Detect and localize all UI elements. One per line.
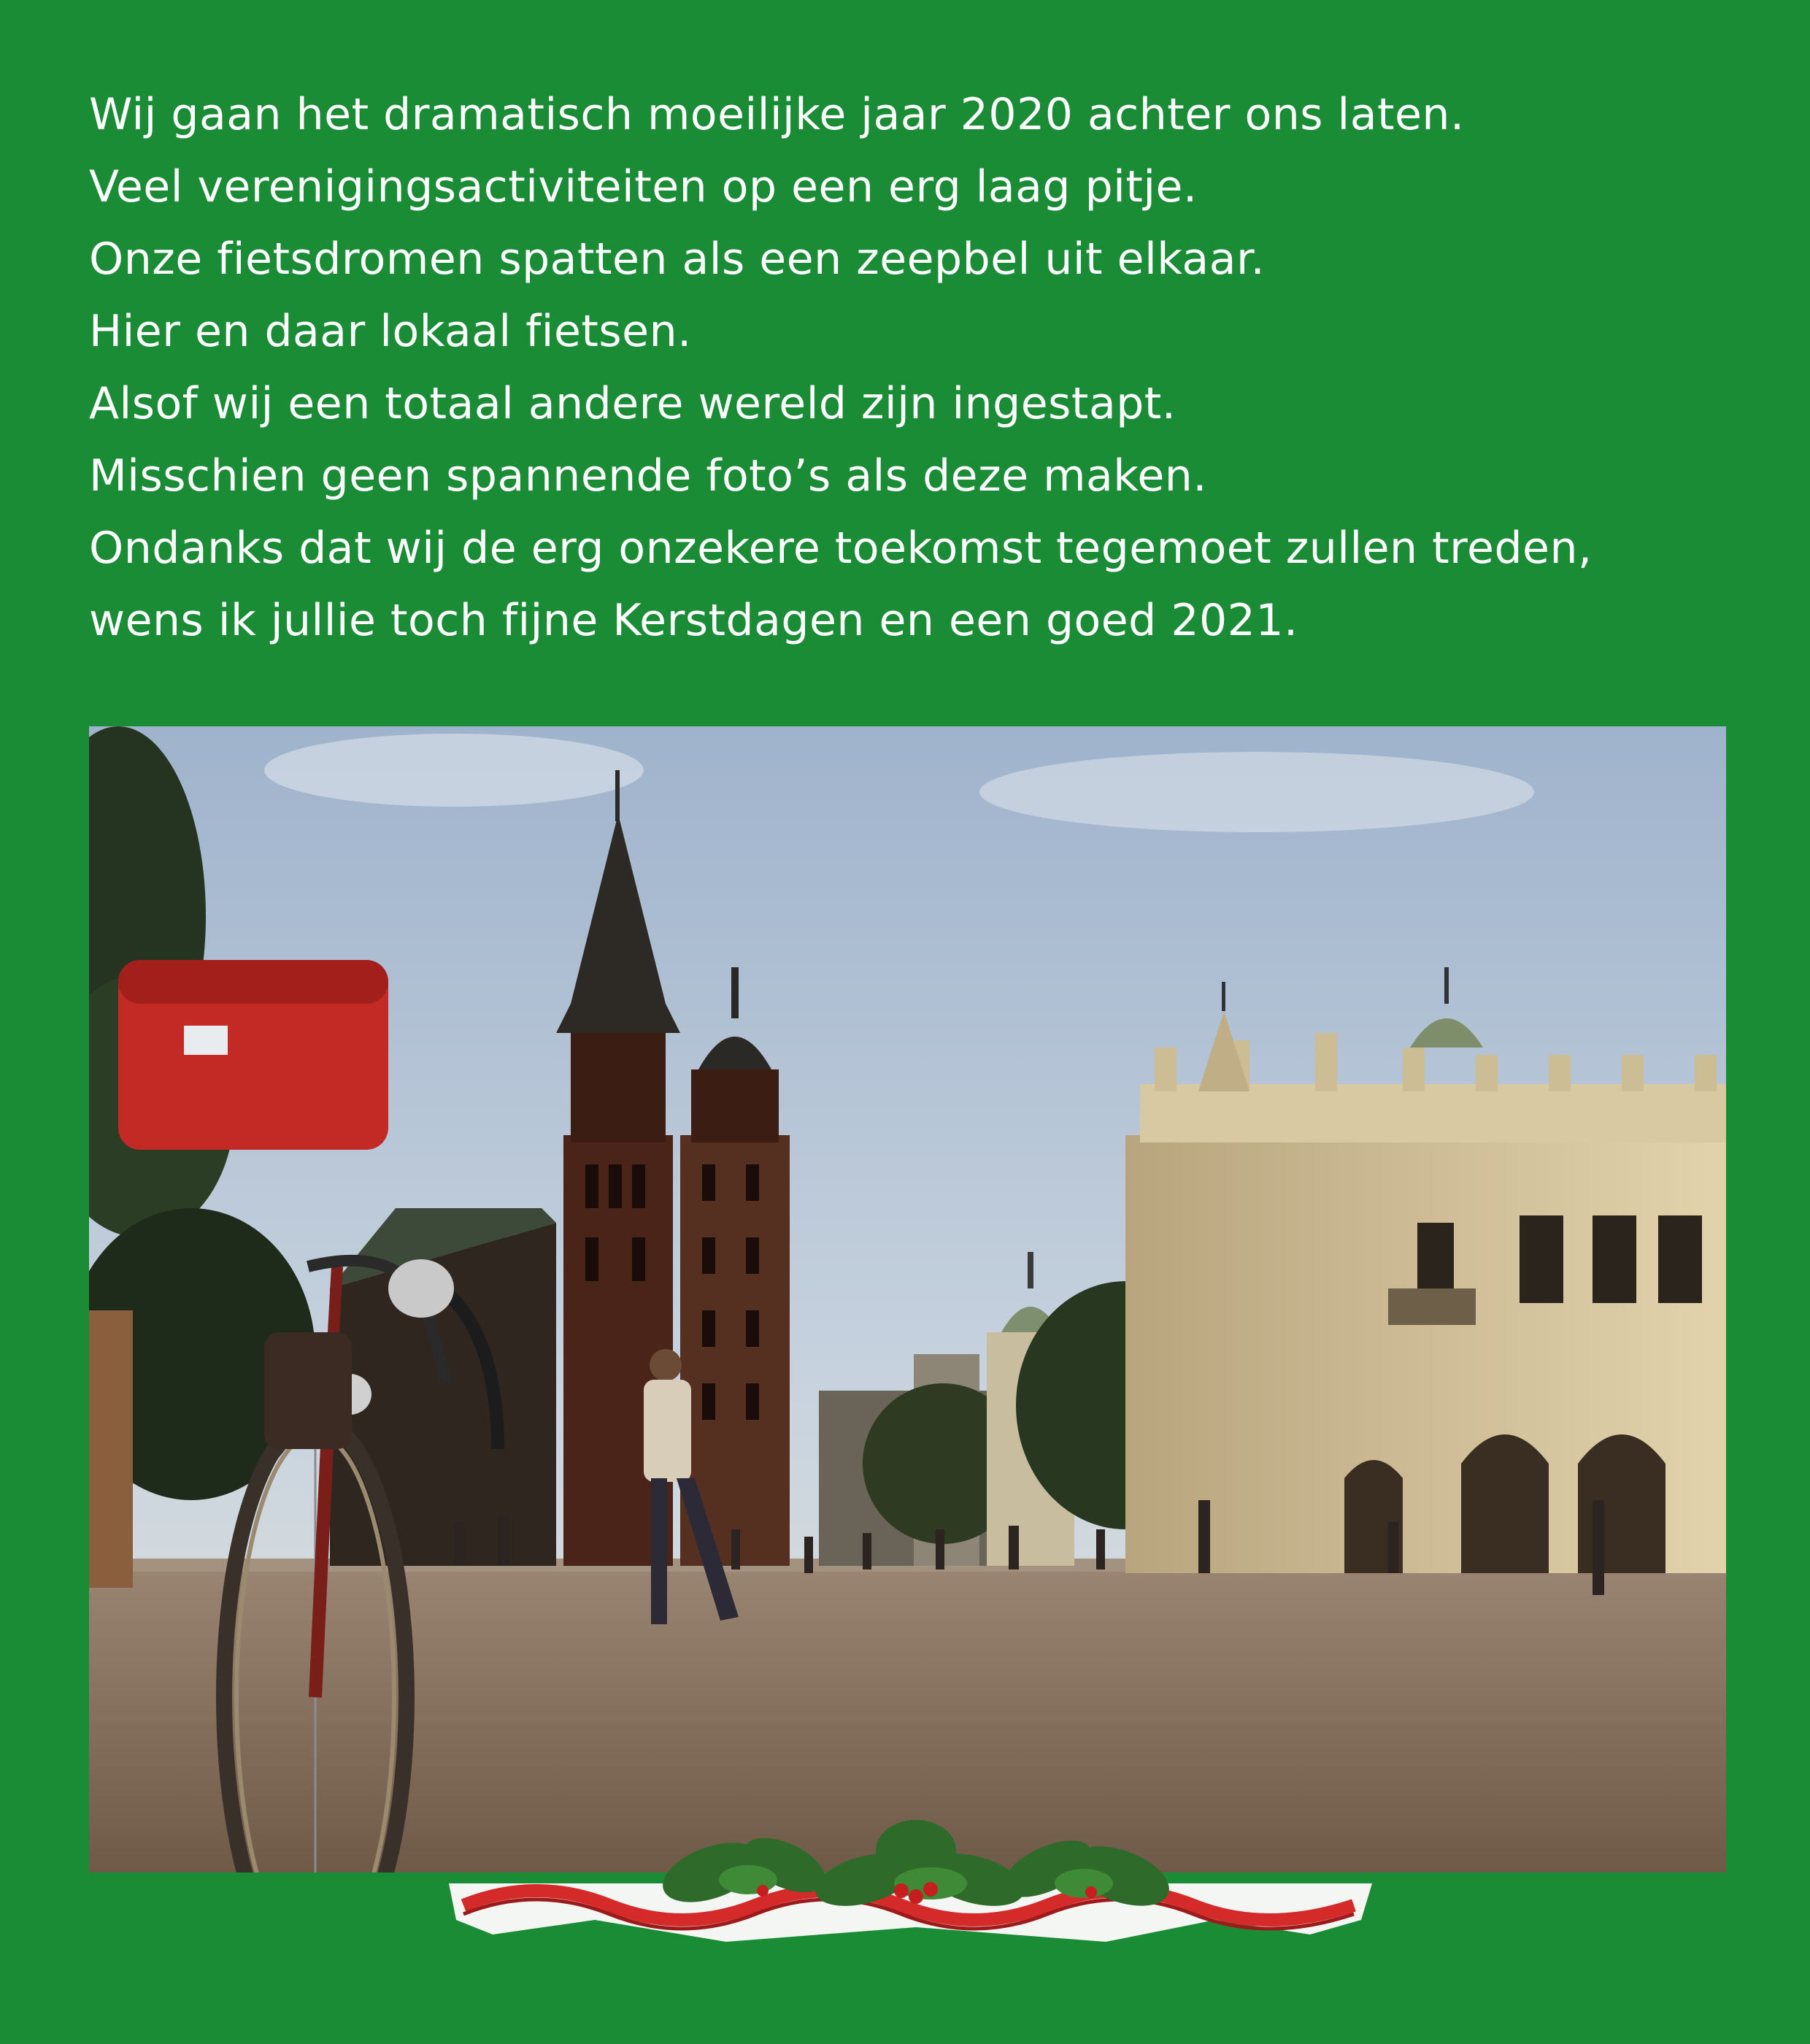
message-line: Onze fietsdromen spatten als een zeepbel uit elkaar. [89, 234, 1266, 285]
holly-garland-decoration [449, 1810, 1372, 1956]
message-line: Misschien geen spannende foto’s als deze maken. [89, 450, 1207, 502]
greeting-message [89, 79, 1768, 657]
message-line: Ondanks dat wij de erg onzekere toekomst tegemoet zullen treden, [89, 523, 1593, 574]
message-line: Alsof wij een totaal andere wereld zijn ingestapt. [89, 378, 1176, 429]
town-square-photo [89, 726, 1726, 1872]
holly-garland-icon [449, 1810, 1372, 1956]
message-line: wens ik jullie toch fijne Kerstdagen en een goed 2021. [89, 595, 1298, 646]
photo-illustration [89, 726, 1726, 1872]
message-line: Veel verenigingsactiviteiten op een erg laag pitje. [89, 161, 1198, 212]
message-line: Hier en daar lokaal fietsen. [89, 306, 692, 357]
message-line: Wij gaan het dramatisch moeilijke jaar 2020 achter ons laten. [89, 89, 1465, 140]
